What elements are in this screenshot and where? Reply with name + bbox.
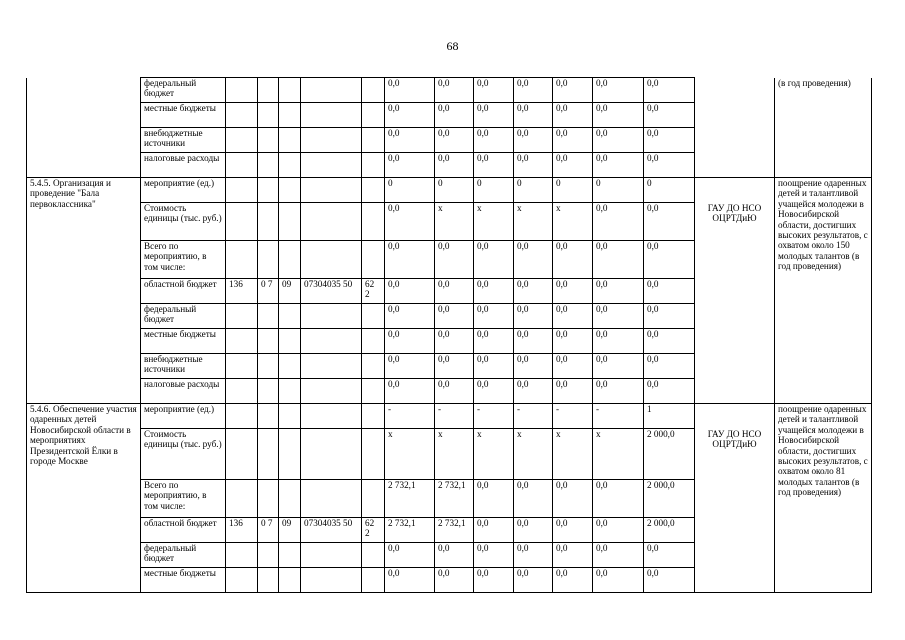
- value-cell: 0,0: [385, 153, 435, 178]
- value-cell: 0,0: [644, 128, 695, 153]
- code-pr: [279, 241, 301, 279]
- value-cell: 0,0: [474, 568, 514, 593]
- table-row: [27, 404, 872, 429]
- code-grbs: [226, 103, 258, 128]
- value-cell: 0,0: [593, 78, 644, 103]
- value-cell: 0: [474, 178, 514, 203]
- value-cell: -: [474, 404, 514, 429]
- code-vr: [362, 404, 385, 429]
- code-grbs: [226, 203, 258, 241]
- value-cell: 0,0: [644, 153, 695, 178]
- value-cell: 0,0: [514, 568, 553, 593]
- value-cell: 0,0: [644, 203, 695, 241]
- value-cell: 2 000,0: [644, 518, 695, 543]
- value-cell: 0,0: [474, 518, 514, 543]
- code-pr: [279, 354, 301, 379]
- code-grbs: [226, 568, 258, 593]
- value-cell: 0: [644, 178, 695, 203]
- value-cell: -: [514, 404, 553, 429]
- code-grbs: [226, 241, 258, 279]
- value-cell: х: [593, 429, 644, 480]
- value-cell: 0,0: [644, 78, 695, 103]
- code-vr: [362, 78, 385, 103]
- value-cell: 0,0: [474, 329, 514, 354]
- value-cell: 0,0: [385, 568, 435, 593]
- value-cell: 0,0: [514, 153, 553, 178]
- value-cell: 0,0: [474, 480, 514, 518]
- code-rz: [258, 379, 279, 404]
- code-vr: [362, 480, 385, 518]
- row-label: Стоимость единицы (тыс. руб.): [141, 203, 226, 241]
- value-cell: х: [435, 203, 474, 241]
- code-csr: [301, 404, 362, 429]
- value-cell: 0,0: [385, 543, 435, 568]
- value-cell: 0,0: [514, 379, 553, 404]
- value-cell: -: [553, 404, 593, 429]
- value-cell: 0,0: [385, 203, 435, 241]
- value-cell: 0: [593, 178, 644, 203]
- code-vr: [362, 543, 385, 568]
- value-cell: 1: [644, 404, 695, 429]
- code-csr: [301, 128, 362, 153]
- value-cell: 0,0: [553, 354, 593, 379]
- code-grbs: [226, 429, 258, 480]
- executor-spacer: [695, 404, 775, 429]
- result-cell: (в год проведения): [775, 78, 872, 178]
- code-rz: [258, 429, 279, 480]
- value-cell: 0,0: [593, 241, 644, 279]
- value-cell: 2 000,0: [644, 429, 695, 480]
- row-label: местные бюджеты: [141, 103, 226, 128]
- value-cell: х: [553, 429, 593, 480]
- row-label: внебюджетные источники: [141, 128, 226, 153]
- code-csr: [301, 203, 362, 241]
- value-cell: 0,0: [644, 241, 695, 279]
- value-cell: 0,0: [385, 103, 435, 128]
- code-rz: 0 7: [258, 279, 279, 304]
- code-csr: [301, 304, 362, 329]
- code-pr: [279, 128, 301, 153]
- value-cell: 0,0: [644, 279, 695, 304]
- row-label: мероприятие (ед.): [141, 178, 226, 203]
- code-vr: [362, 429, 385, 480]
- value-cell: 0,0: [514, 480, 553, 518]
- value-cell: 0,0: [435, 279, 474, 304]
- code-vr: [362, 304, 385, 329]
- value-cell: 0: [514, 178, 553, 203]
- code-rz: [258, 354, 279, 379]
- row-label: областной бюджет: [141, 518, 226, 543]
- row-label: Всего по мероприятию, в том числе:: [141, 480, 226, 518]
- code-vr: [362, 178, 385, 203]
- value-cell: 0,0: [514, 241, 553, 279]
- code-pr: 09: [279, 279, 301, 304]
- code-vr: [362, 128, 385, 153]
- code-csr: [301, 241, 362, 279]
- code-pr: [279, 178, 301, 203]
- code-csr: [301, 78, 362, 103]
- code-grbs: [226, 404, 258, 429]
- code-csr: [301, 568, 362, 593]
- value-cell: 0,0: [514, 518, 553, 543]
- value-cell: 0,0: [385, 304, 435, 329]
- value-cell: 0,0: [385, 329, 435, 354]
- value-cell: 0,0: [435, 329, 474, 354]
- value-cell: 0,0: [553, 329, 593, 354]
- row-label: налоговые расходы: [141, 153, 226, 178]
- row-label: Всего по мероприятию, в том числе:: [141, 241, 226, 279]
- code-vr: 62 2: [362, 518, 385, 543]
- row-label: налоговые расходы: [141, 379, 226, 404]
- value-cell: 0,0: [435, 78, 474, 103]
- value-cell: -: [385, 404, 435, 429]
- code-csr: [301, 329, 362, 354]
- value-cell: 0,0: [553, 78, 593, 103]
- code-grbs: [226, 480, 258, 518]
- value-cell: х: [514, 429, 553, 480]
- value-cell: 0,0: [553, 304, 593, 329]
- value-cell: 0,0: [435, 379, 474, 404]
- table-row: [27, 178, 872, 203]
- value-cell: 0,0: [553, 543, 593, 568]
- value-cell: 0,0: [593, 203, 644, 241]
- value-cell: 0,0: [593, 568, 644, 593]
- value-cell: 0,0: [435, 128, 474, 153]
- value-cell: х: [435, 429, 474, 480]
- value-cell: 0,0: [644, 568, 695, 593]
- code-pr: [279, 543, 301, 568]
- value-cell: 0,0: [514, 128, 553, 153]
- value-cell: 0,0: [514, 103, 553, 128]
- executor-spacer: [695, 178, 775, 203]
- value-cell: 0,0: [474, 379, 514, 404]
- code-rz: [258, 103, 279, 128]
- value-cell: 0: [385, 178, 435, 203]
- value-cell: 0,0: [435, 153, 474, 178]
- value-cell: 0,0: [474, 241, 514, 279]
- code-rz: [258, 543, 279, 568]
- code-vr: [362, 354, 385, 379]
- code-pr: [279, 480, 301, 518]
- code-grbs: [226, 543, 258, 568]
- row-label: мероприятие (ед.): [141, 404, 226, 429]
- event-title-cont: [27, 78, 141, 178]
- value-cell: х: [474, 429, 514, 480]
- code-csr: [301, 429, 362, 480]
- code-grbs: [226, 178, 258, 203]
- code-rz: [258, 404, 279, 429]
- value-cell: 0,0: [553, 480, 593, 518]
- code-pr: [279, 568, 301, 593]
- table-row: [27, 429, 872, 480]
- value-cell: 2 732,1: [385, 480, 435, 518]
- value-cell: 0,0: [553, 568, 593, 593]
- code-grbs: [226, 78, 258, 103]
- code-pr: [279, 304, 301, 329]
- code-pr: [279, 329, 301, 354]
- value-cell: 0,0: [593, 379, 644, 404]
- value-cell: 0: [553, 178, 593, 203]
- value-cell: 0,0: [435, 543, 474, 568]
- value-cell: 0,0: [385, 241, 435, 279]
- row-label: федеральный бюджет: [141, 78, 226, 103]
- value-cell: 0,0: [474, 78, 514, 103]
- code-rz: [258, 480, 279, 518]
- value-cell: 0,0: [593, 128, 644, 153]
- value-cell: х: [385, 429, 435, 480]
- value-cell: 2 000,0: [644, 480, 695, 518]
- value-cell: 0,0: [514, 304, 553, 329]
- row-label: внебюджетные источники: [141, 354, 226, 379]
- value-cell: 0,0: [593, 354, 644, 379]
- value-cell: х: [514, 203, 553, 241]
- value-cell: 2 732,1: [435, 480, 474, 518]
- code-vr: 62 2: [362, 279, 385, 304]
- value-cell: 0,0: [593, 153, 644, 178]
- budget-table: [26, 77, 872, 593]
- code-rz: [258, 329, 279, 354]
- code-vr: [362, 329, 385, 354]
- code-csr: [301, 354, 362, 379]
- value-cell: 0,0: [593, 329, 644, 354]
- value-cell: 0,0: [385, 279, 435, 304]
- code-grbs: [226, 329, 258, 354]
- value-cell: 0,0: [474, 543, 514, 568]
- value-cell: 2 732,1: [435, 518, 474, 543]
- code-grbs: 136: [226, 518, 258, 543]
- value-cell: 0,0: [553, 518, 593, 543]
- table-row: [27, 203, 872, 241]
- value-cell: х: [474, 203, 514, 241]
- code-pr: [279, 103, 301, 128]
- code-csr: [301, 103, 362, 128]
- code-pr: [279, 429, 301, 480]
- code-csr: [301, 480, 362, 518]
- value-cell: 0,0: [435, 354, 474, 379]
- code-vr: [362, 379, 385, 404]
- value-cell: 0,0: [474, 153, 514, 178]
- code-grbs: [226, 379, 258, 404]
- code-vr: [362, 153, 385, 178]
- code-csr: [301, 379, 362, 404]
- code-rz: [258, 78, 279, 103]
- code-rz: [258, 203, 279, 241]
- row-label: Стоимость единицы (тыс. руб.): [141, 429, 226, 480]
- value-cell: 0,0: [385, 379, 435, 404]
- value-cell: 0,0: [593, 543, 644, 568]
- event-title: 5.4.6. Обеспечение участия одаренных детей Новосибирской области в мероприятиях Президентской Ёлки в городе Москве: [27, 404, 141, 593]
- code-vr: [362, 103, 385, 128]
- code-pr: [279, 404, 301, 429]
- code-rz: [258, 241, 279, 279]
- value-cell: 0,0: [644, 379, 695, 404]
- value-cell: 0,0: [514, 329, 553, 354]
- value-cell: 0,0: [644, 354, 695, 379]
- value-cell: 0,0: [514, 543, 553, 568]
- code-rz: [258, 568, 279, 593]
- code-vr: [362, 241, 385, 279]
- code-csr: [301, 543, 362, 568]
- value-cell: 0: [435, 178, 474, 203]
- value-cell: 0,0: [644, 329, 695, 354]
- row-label: местные бюджеты: [141, 568, 226, 593]
- code-csr: [301, 178, 362, 203]
- event-title: 5.4.5. Организация и проведение "Бала первоклассника": [27, 178, 141, 404]
- table-row: [27, 78, 872, 103]
- value-cell: 0,0: [474, 279, 514, 304]
- code-grbs: [226, 153, 258, 178]
- code-rz: 0 7: [258, 518, 279, 543]
- value-cell: 0,0: [385, 128, 435, 153]
- value-cell: 0,0: [553, 279, 593, 304]
- code-pr: [279, 78, 301, 103]
- value-cell: 0,0: [474, 354, 514, 379]
- value-cell: 0,0: [553, 128, 593, 153]
- code-rz: [258, 128, 279, 153]
- value-cell: 0,0: [553, 379, 593, 404]
- code-grbs: [226, 128, 258, 153]
- code-csr: 07304035 50: [301, 518, 362, 543]
- row-label: местные бюджеты: [141, 329, 226, 354]
- value-cell: 0,0: [593, 103, 644, 128]
- value-cell: 0,0: [644, 304, 695, 329]
- code-rz: [258, 153, 279, 178]
- value-cell: 0,0: [644, 103, 695, 128]
- value-cell: 0,0: [474, 128, 514, 153]
- value-cell: 0,0: [474, 103, 514, 128]
- value-cell: 0,0: [514, 279, 553, 304]
- value-cell: 0,0: [553, 153, 593, 178]
- value-cell: 0,0: [385, 354, 435, 379]
- value-cell: 0,0: [474, 304, 514, 329]
- value-cell: 0,0: [385, 78, 435, 103]
- code-pr: 09: [279, 518, 301, 543]
- executor-cell: ГАУ ДО НСО ОЦРТДиЮ: [695, 429, 775, 593]
- code-pr: [279, 203, 301, 241]
- row-label: федеральный бюджет: [141, 304, 226, 329]
- code-pr: [279, 153, 301, 178]
- code-grbs: [226, 354, 258, 379]
- result-cell: поощрение одаренных детей и талантливой учащейся молодежи в Новосибирской области, достигших высоких результатов, с охватом около 150 молодых талантов (в год проведения): [775, 178, 872, 404]
- value-cell: 0,0: [593, 480, 644, 518]
- executor-cell: [695, 78, 775, 178]
- code-rz: [258, 178, 279, 203]
- code-vr: [362, 203, 385, 241]
- value-cell: 2 732,1: [385, 518, 435, 543]
- value-cell: -: [435, 404, 474, 429]
- value-cell: 0,0: [644, 543, 695, 568]
- value-cell: 0,0: [435, 103, 474, 128]
- value-cell: 0,0: [593, 518, 644, 543]
- value-cell: 0,0: [593, 279, 644, 304]
- value-cell: 0,0: [593, 304, 644, 329]
- code-pr: [279, 379, 301, 404]
- value-cell: 0,0: [435, 241, 474, 279]
- row-label: федеральный бюджет: [141, 543, 226, 568]
- row-label: областной бюджет: [141, 279, 226, 304]
- result-cell: поощрение одаренных детей и талантливой учащейся молодежи в Новосибирской области, достигших высоких результатов, с охватом около 81 молодых талантов (в год проведения): [775, 404, 872, 593]
- code-csr: [301, 153, 362, 178]
- value-cell: 0,0: [553, 103, 593, 128]
- value-cell: х: [553, 203, 593, 241]
- value-cell: 0,0: [514, 78, 553, 103]
- code-csr: 07304035 50: [301, 279, 362, 304]
- value-cell: 0,0: [553, 241, 593, 279]
- value-cell: 0,0: [435, 304, 474, 329]
- code-grbs: 136: [226, 279, 258, 304]
- value-cell: -: [593, 404, 644, 429]
- value-cell: 0,0: [435, 568, 474, 593]
- page-number: 68: [446, 39, 459, 53]
- code-grbs: [226, 304, 258, 329]
- executor-cell: ГАУ ДО НСО ОЦРТДиЮ: [695, 203, 775, 404]
- value-cell: 0,0: [514, 354, 553, 379]
- code-rz: [258, 304, 279, 329]
- code-vr: [362, 568, 385, 593]
